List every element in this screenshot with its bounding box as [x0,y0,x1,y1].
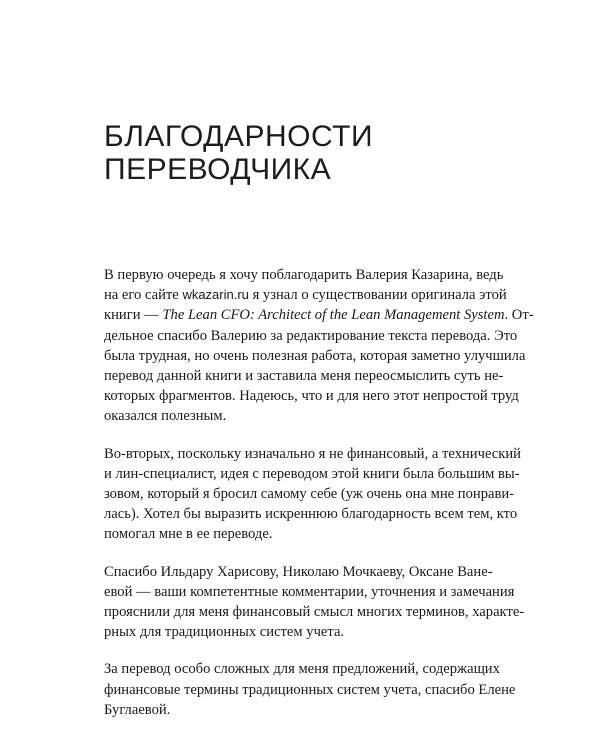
text-line: была трудная, но очень полезная работа, которая заметно улучшила [104,347,526,364]
page-title-line-1: БЛАГОДАРНОСТИ [104,120,374,153]
paragraph-4 [104,659,516,720]
text-fragment: я узнал о существовании оригинала этой [252,287,507,304]
text-fragment: на его сайте [104,287,179,304]
text-line: помогал мне в ее переводе. [104,526,273,543]
paragraph-3 [104,562,525,643]
text-line: В первую очередь я хочу поблагодарить Валерия Казарина, ведь [104,267,504,283]
text-fragment: книги — [104,307,159,324]
text-line: Спасибо Ильдару Харисову, Николаю Мочкаеву, Оксане Ване- [104,563,493,580]
text-line: евой — ваши компетентные комментарии, уточнения и замечания [104,583,515,600]
text-line: которых фрагментов. Надеюсь, что и для него этот непростой труд [104,388,519,405]
text-line: и лин-специалист, идея с переводом этой книги была большим вы- [104,465,520,482]
text-line: прояснили для меня финансовый смысл многих терминов, характе- [104,604,525,621]
page-title-line-2: ПЕРЕВОДЧИКА [104,153,332,186]
text-line: финансовые термины традиционных систем учета, спасибо Елене [104,681,516,698]
paragraph-2 [104,444,521,545]
text-line [104,285,507,305]
text-line: перевод данной книги и заставила меня переосмыслить суть не- [104,368,504,385]
text-line: Во-вторых, поскольку изначально я не финансовый, а технический [104,445,521,462]
text-line: лась). Хотел бы выразить искреннюю благодарность всем тем, кто [104,506,518,523]
book-title: The Lean CFO: Architect of the Lean Management System [162,307,505,324]
page-title [104,120,373,186]
text-line: зовом, который я бросил самому себе (уж очень она мне понрави- [104,486,515,503]
text-line [104,305,534,325]
text-line: дельное спасибо Валерию за редактирование текста перевода. Это [104,327,518,344]
text-line: рных для традиционных систем учета. [104,624,345,641]
text-line: За перевод особо сложных для меня предложений, содержащих [104,661,500,678]
text-line: оказался полезным. [104,408,227,425]
paragraph-1 [104,265,534,427]
body-text [104,265,534,737]
text-fragment: . От- [504,307,534,324]
website-name: wkazarin.ru [182,287,249,303]
text-line: Буглаевой. [104,701,171,718]
